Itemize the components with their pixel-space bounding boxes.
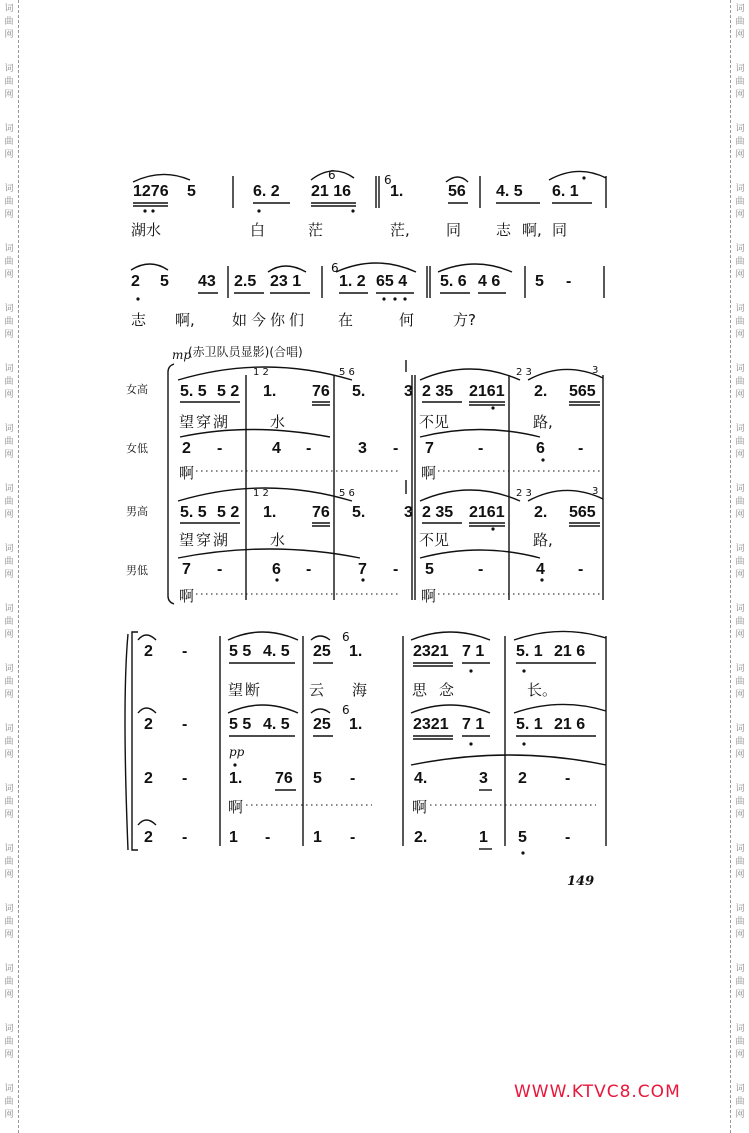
lyric: 望断 xyxy=(228,681,263,699)
lyric: 啊 xyxy=(179,587,195,605)
grace-note: 2 3 xyxy=(516,488,532,499)
note: - xyxy=(217,561,223,578)
watermark-glyph: 曲 xyxy=(4,797,14,807)
watermark-glyph: 词 xyxy=(4,1084,14,1094)
watermark-glyph: 网 xyxy=(4,390,14,400)
watermark-glyph: 曲 xyxy=(735,617,745,627)
watermark-glyph: 词 xyxy=(735,604,745,614)
note: 5. xyxy=(352,383,366,400)
watermark-glyph: 曲 xyxy=(735,1037,745,1047)
watermark-glyph: 网 xyxy=(735,1050,745,1060)
watermark-glyph: 网 xyxy=(4,270,14,280)
watermark-glyph: 网 xyxy=(4,810,14,820)
note: - xyxy=(182,829,188,846)
watermark-glyph: 网 xyxy=(735,690,745,700)
watermark-glyph: 词 xyxy=(4,604,14,614)
note: - xyxy=(350,770,356,787)
watermark-glyph: 网 xyxy=(735,750,745,760)
note: 5 2 xyxy=(217,504,240,521)
watermark-glyph: 词 xyxy=(4,664,14,674)
part-label-soprano: 女高 xyxy=(126,383,148,396)
note: 3 xyxy=(404,383,413,400)
watermark-glyph: 曲 xyxy=(735,677,745,687)
note: 3 xyxy=(404,504,413,521)
watermark-glyph: 词 xyxy=(4,364,14,374)
note: 1 xyxy=(229,829,238,846)
note: 565 xyxy=(569,383,596,400)
lyric: 茫, xyxy=(390,221,410,239)
lyric: 水 xyxy=(270,413,286,431)
watermark-glyph: 曲 xyxy=(735,377,745,387)
note: 5. 1 xyxy=(516,716,543,733)
note: 2 xyxy=(144,643,153,660)
watermark-glyph: 词 xyxy=(735,544,745,554)
watermark-glyph: 网 xyxy=(735,330,745,340)
watermark-glyph: 曲 xyxy=(735,197,745,207)
watermark-glyph: 网 xyxy=(735,450,745,460)
grace-note: 2 3 xyxy=(516,367,532,378)
lyric: 志 xyxy=(496,221,512,239)
note: 5 xyxy=(187,183,196,200)
note: 2161 xyxy=(469,383,505,400)
note: 3 xyxy=(479,770,488,787)
part-label-bass: 男低 xyxy=(126,564,148,577)
watermark-glyph: 词 xyxy=(735,724,745,734)
note: 2 35 xyxy=(422,504,454,521)
watermark-glyph: 词 xyxy=(4,424,14,434)
watermark-glyph: 曲 xyxy=(4,137,14,147)
note: 43 xyxy=(198,273,216,290)
note: - xyxy=(478,440,484,457)
note: 21 16 xyxy=(311,183,352,200)
note: 565 xyxy=(569,504,596,521)
watermark-glyph: 网 xyxy=(4,750,14,760)
lyric: 同 xyxy=(446,221,462,239)
part-label-alto: 女低 xyxy=(126,442,148,455)
note: 2 xyxy=(518,770,527,787)
note: 2.5 xyxy=(234,273,257,290)
note: 4. 5 xyxy=(496,183,523,200)
watermark-glyph: 曲 xyxy=(735,857,745,867)
watermark-glyph: 词 xyxy=(735,364,745,374)
note: 5 xyxy=(425,561,434,578)
note: 4 xyxy=(536,561,545,578)
note: 7 xyxy=(358,561,367,578)
note: 76 xyxy=(312,383,330,400)
note: - xyxy=(478,561,484,578)
watermark-glyph: 曲 xyxy=(4,257,14,267)
note: 4. 5 xyxy=(263,643,290,660)
watermark-glyph: 网 xyxy=(4,870,14,880)
note: - xyxy=(578,561,584,578)
note: - xyxy=(217,440,223,457)
watermark-glyph: 词 xyxy=(4,1024,14,1034)
watermark-glyph: 曲 xyxy=(4,557,14,567)
note: 5 5 xyxy=(229,716,252,733)
dynamic-mark: mp xyxy=(172,348,192,362)
note: 5. xyxy=(352,504,366,521)
note: 25 xyxy=(313,643,331,660)
note: 25 xyxy=(313,716,331,733)
watermark-glyph: 曲 xyxy=(4,617,14,627)
watermark-glyph: 网 xyxy=(735,30,745,40)
watermark-glyph: 网 xyxy=(735,150,745,160)
watermark-glyph: 曲 xyxy=(735,977,745,987)
note: - xyxy=(306,440,312,457)
watermark-glyph: 曲 xyxy=(735,557,745,567)
site-watermark: WWW.KTVC8.COM xyxy=(514,1082,681,1102)
note: 2321 xyxy=(413,716,449,733)
lyric: 啊 xyxy=(421,587,437,605)
lyric: 望穿湖 xyxy=(179,413,231,431)
note: 5 5 xyxy=(229,643,252,660)
watermark-glyph: 网 xyxy=(4,30,14,40)
note: 7 1 xyxy=(462,643,485,660)
watermark-glyph: 网 xyxy=(735,390,745,400)
note: - xyxy=(393,440,399,457)
watermark-glyph: 网 xyxy=(4,930,14,940)
watermark-glyph: 网 xyxy=(4,1050,14,1060)
note: 5 xyxy=(535,273,544,290)
lyric: 路, xyxy=(533,531,553,549)
watermark-glyph: 曲 xyxy=(735,257,745,267)
note: 5. 5 xyxy=(180,383,207,400)
note: 2. xyxy=(534,504,548,521)
watermark-glyph: 词 xyxy=(735,664,745,674)
note: 5. 1 xyxy=(516,643,543,660)
watermark-glyph: 网 xyxy=(735,90,745,100)
lyric: 海 xyxy=(352,681,368,699)
note: - xyxy=(182,770,188,787)
lyric: 如今你们 xyxy=(232,311,309,329)
note: 4 6 xyxy=(478,273,501,290)
watermark-glyph: 词 xyxy=(735,124,745,134)
watermark-glyph: 曲 xyxy=(735,77,745,87)
lyric: 啊 xyxy=(412,798,428,816)
watermark-glyph: 词 xyxy=(4,304,14,314)
grace-note: 1 2 xyxy=(253,367,269,378)
grace-note: 6 xyxy=(342,630,350,644)
grace-note: 6 xyxy=(342,703,350,717)
watermark-glyph: 网 xyxy=(4,1110,14,1120)
note: - xyxy=(393,561,399,578)
watermark-glyph: 曲 xyxy=(735,437,745,447)
lyric: 茫 xyxy=(308,221,324,239)
watermark-glyph: 网 xyxy=(735,510,745,520)
watermark-glyph: 网 xyxy=(4,210,14,220)
watermark-glyph: 网 xyxy=(735,1110,745,1120)
watermark-glyph: 网 xyxy=(735,210,745,220)
note: 2 xyxy=(144,770,153,787)
watermark-glyph: 网 xyxy=(4,990,14,1000)
watermark-glyph: 曲 xyxy=(735,737,745,747)
watermark-glyph: 词 xyxy=(735,964,745,974)
watermark-glyph: 词 xyxy=(4,544,14,554)
section-note: (赤卫队员显影)(合唱) xyxy=(188,345,303,359)
note: 4 xyxy=(272,440,281,457)
lyric: 何 xyxy=(399,311,415,329)
note: 76 xyxy=(312,504,330,521)
watermark-glyph: 曲 xyxy=(4,917,14,927)
lyric: 啊 xyxy=(421,464,437,482)
watermark-glyph: 词 xyxy=(735,184,745,194)
note: - xyxy=(566,273,572,290)
note: 1 xyxy=(479,829,488,846)
note: 2 35 xyxy=(422,383,454,400)
lyric: 思念 xyxy=(412,681,467,699)
page-number: 149 xyxy=(567,874,595,889)
note: 1. xyxy=(263,383,277,400)
watermark-glyph: 词 xyxy=(4,964,14,974)
lyric: 云 xyxy=(309,681,325,699)
note: 2 xyxy=(131,273,140,290)
watermark-glyph: 网 xyxy=(735,990,745,1000)
watermark-glyph: 曲 xyxy=(4,1037,14,1047)
watermark-glyph: 网 xyxy=(4,630,14,640)
note: 4. 5 xyxy=(263,716,290,733)
watermark-glyph: 曲 xyxy=(735,497,745,507)
watermark-glyph: 曲 xyxy=(735,17,745,27)
note: - xyxy=(565,770,571,787)
lyric: 方? xyxy=(453,311,476,329)
lyric: 啊 xyxy=(179,464,195,482)
note: 5 xyxy=(518,829,527,846)
note: 2 xyxy=(144,829,153,846)
watermark-glyph: 曲 xyxy=(4,377,14,387)
watermark-glyph: 词 xyxy=(735,784,745,794)
watermark-glyph: 曲 xyxy=(4,677,14,687)
note: 1 xyxy=(313,829,322,846)
note: 7 xyxy=(182,561,191,578)
note: 1. xyxy=(349,716,363,733)
lyric: 不见 xyxy=(419,413,450,431)
note: 2 xyxy=(182,440,191,457)
note: 56 xyxy=(448,183,466,200)
watermark-glyph: 词 xyxy=(4,64,14,74)
note: 7 xyxy=(425,440,434,457)
watermark-glyph: 网 xyxy=(735,270,745,280)
watermark-glyph: 曲 xyxy=(735,917,745,927)
note: 1. xyxy=(390,183,404,200)
grace-note: 1 2 xyxy=(253,488,269,499)
note: 5. 6 xyxy=(440,273,467,290)
watermark-glyph: 词 xyxy=(4,124,14,134)
watermark-glyph: 曲 xyxy=(4,497,14,507)
watermark-glyph: 词 xyxy=(735,484,745,494)
note: 6 xyxy=(272,561,281,578)
watermark-glyph: 网 xyxy=(4,450,14,460)
dynamic-mark: pp xyxy=(229,745,245,759)
note: - xyxy=(350,829,356,846)
lyric: 湖水 xyxy=(131,221,162,239)
grace-note: 5 6 xyxy=(339,488,355,499)
watermark-glyph: 词 xyxy=(735,844,745,854)
lyric: 志 xyxy=(131,311,147,329)
lyric: 白 xyxy=(250,221,266,239)
note: - xyxy=(265,829,271,846)
note: 6. 2 xyxy=(253,183,280,200)
watermark-glyph: 网 xyxy=(735,930,745,940)
lyric: 不见 xyxy=(419,531,450,549)
note: 6. 1 xyxy=(552,183,579,200)
note: - xyxy=(578,440,584,457)
watermark-glyph: 网 xyxy=(735,570,745,580)
note: 65 4 xyxy=(376,273,408,290)
note: 23 1 xyxy=(270,273,302,290)
watermark-glyph: 词 xyxy=(4,784,14,794)
note: 2161 xyxy=(469,504,505,521)
watermark-glyph: 网 xyxy=(4,330,14,340)
lyric: 啊 xyxy=(228,798,244,816)
watermark-glyph: 词 xyxy=(4,244,14,254)
note: 2. xyxy=(414,829,428,846)
watermark-glyph: 网 xyxy=(4,690,14,700)
watermark-glyph: 词 xyxy=(4,484,14,494)
watermark-glyph: 网 xyxy=(4,570,14,580)
note: 4. xyxy=(414,770,428,787)
watermark-glyph: 曲 xyxy=(4,77,14,87)
part-label-tenor: 男高 xyxy=(126,505,148,518)
lyric: 望穿湖 xyxy=(179,531,231,549)
watermark-glyph: 曲 xyxy=(4,737,14,747)
note: 7 1 xyxy=(462,716,485,733)
note: - xyxy=(182,716,188,733)
note: 2 xyxy=(144,716,153,733)
watermark-glyph: 词 xyxy=(735,4,745,14)
note: 2. xyxy=(534,383,548,400)
watermark-glyph: 词 xyxy=(735,1024,745,1034)
lyric: 同 xyxy=(552,221,568,239)
watermark-glyph: 曲 xyxy=(4,197,14,207)
watermark-glyph: 词 xyxy=(735,424,745,434)
note: - xyxy=(565,829,571,846)
note: 1. xyxy=(349,643,363,660)
note: 3 xyxy=(358,440,367,457)
watermark-glyph: 曲 xyxy=(4,977,14,987)
grace-note: 3 xyxy=(592,486,599,497)
lyric: 长。 xyxy=(527,681,558,699)
watermark-glyph: 网 xyxy=(4,90,14,100)
watermark-glyph: 曲 xyxy=(4,1097,14,1107)
note: 1. xyxy=(229,770,243,787)
lyric: 啊, xyxy=(175,311,195,329)
watermark-glyph: 网 xyxy=(4,510,14,520)
watermark-glyph: 网 xyxy=(735,630,745,640)
note: 5 2 xyxy=(217,383,240,400)
lyric: 啊, xyxy=(522,221,542,239)
watermark-glyph: 网 xyxy=(735,870,745,880)
watermark-glyph: 曲 xyxy=(4,317,14,327)
watermark-glyph: 网 xyxy=(735,810,745,820)
watermark-glyph: 网 xyxy=(4,150,14,160)
watermark-glyph: 词 xyxy=(735,64,745,74)
watermark-glyph: 曲 xyxy=(735,317,745,327)
watermark-glyph: 词 xyxy=(735,1084,745,1094)
watermark-glyph: 曲 xyxy=(735,1097,745,1107)
watermark-glyph: 词 xyxy=(4,844,14,854)
lyric: 水 xyxy=(270,531,286,549)
lyric: 路, xyxy=(533,413,553,431)
watermark-glyph: 词 xyxy=(4,184,14,194)
watermark-glyph: 词 xyxy=(735,304,745,314)
grace-note: 6 xyxy=(331,261,339,275)
note: 5 xyxy=(313,770,322,787)
watermark-glyph: 曲 xyxy=(4,857,14,867)
note: 6 xyxy=(536,440,545,457)
note: 76 xyxy=(275,770,293,787)
watermark-glyph: 词 xyxy=(735,904,745,914)
grace-note: 5 6 xyxy=(339,367,355,378)
note: 21 6 xyxy=(554,643,586,660)
note: 1. xyxy=(263,504,277,521)
note: 1276 xyxy=(133,183,169,200)
watermark-glyph: 词 xyxy=(735,244,745,254)
watermark-glyph: 曲 xyxy=(4,437,14,447)
lyric: 在 xyxy=(338,311,354,329)
note: - xyxy=(182,643,188,660)
note: 5 xyxy=(160,273,169,290)
watermark-glyph: 曲 xyxy=(735,137,745,147)
note: 2321 xyxy=(413,643,449,660)
watermark-glyph: 词 xyxy=(4,904,14,914)
note: - xyxy=(306,561,312,578)
watermark-glyph: 曲 xyxy=(735,797,745,807)
watermark-glyph: 词 xyxy=(4,724,14,734)
grace-note: 6 xyxy=(328,168,336,182)
grace-note: 3 xyxy=(592,365,599,376)
grace-note: 6 xyxy=(384,173,392,187)
watermark-glyph: 曲 xyxy=(4,17,14,27)
note: 1. 2 xyxy=(339,273,366,290)
note: 21 6 xyxy=(554,716,586,733)
note: 5. 5 xyxy=(180,504,207,521)
watermark-glyph: 词 xyxy=(4,4,14,14)
